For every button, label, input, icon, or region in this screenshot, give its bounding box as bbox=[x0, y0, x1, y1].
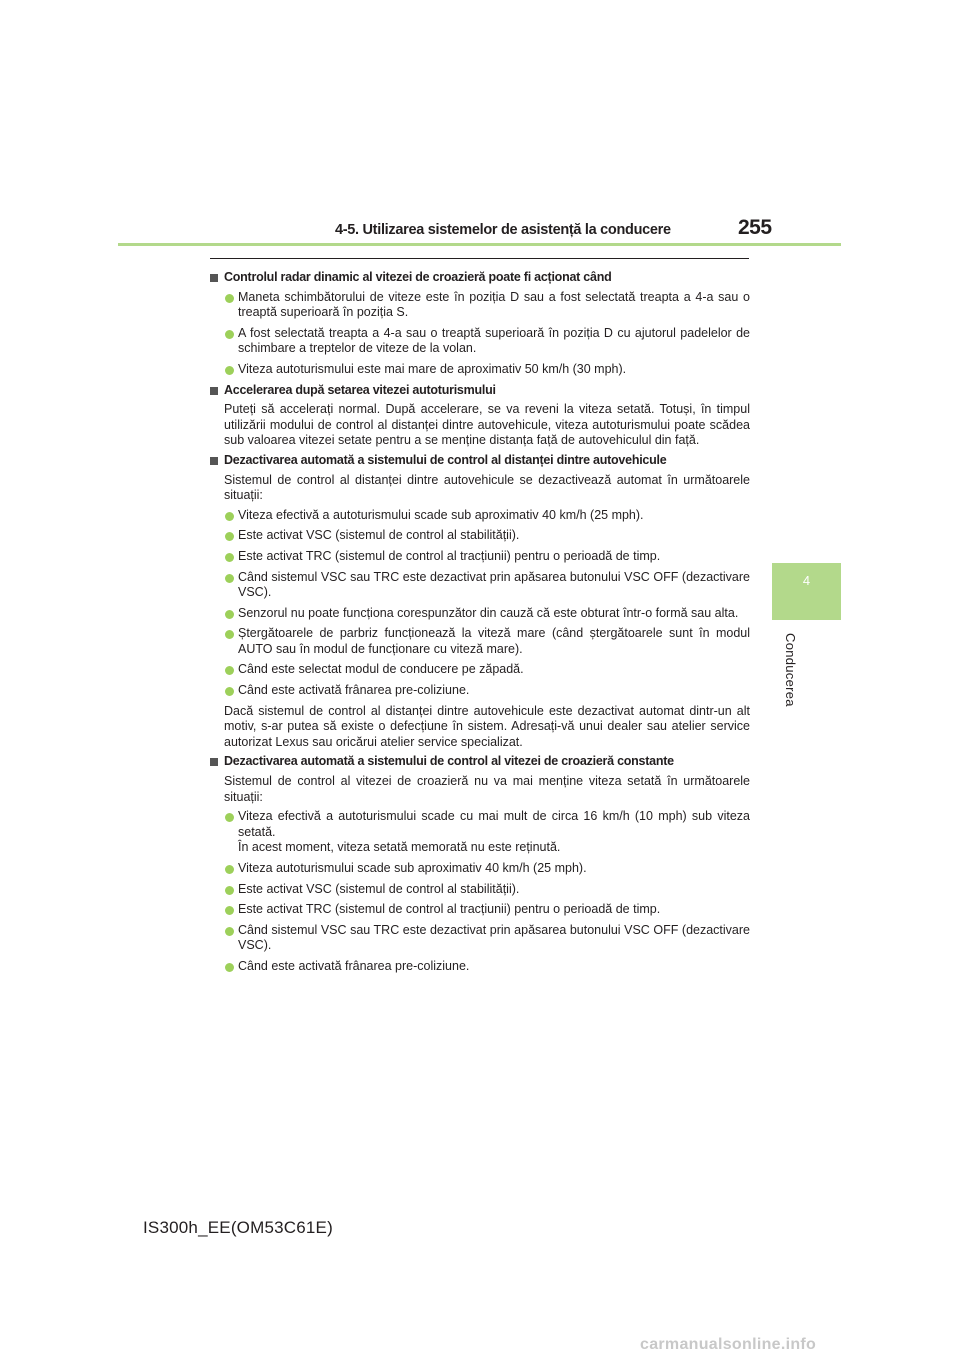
green-dot-icon bbox=[225, 366, 234, 375]
section-heading-text: Controlul radar dinamic al vitezei de croazieră poate fi acționat când bbox=[224, 270, 612, 284]
section-heading bbox=[210, 270, 750, 286]
green-dot-icon bbox=[225, 865, 234, 874]
bullet-text: Viteza autoturismului scade sub aproximativ 40 km/h (25 mph). bbox=[238, 861, 587, 875]
bullet-text: Este activat VSC (sistemul de control al stabilității). bbox=[238, 528, 520, 543]
content-top-rule bbox=[210, 258, 749, 259]
bullet-text: Viteza autoturismului este mai mare de aproximativ 50 km/h (30 mph). bbox=[238, 361, 627, 376]
document-code: IS300h_EE(OM53C61E) bbox=[143, 1218, 333, 1237]
bullet-item bbox=[210, 528, 750, 544]
green-dot-icon bbox=[225, 886, 234, 895]
bullet-item bbox=[210, 861, 750, 877]
section-paragraph: Dacă sistemul de control al distanței dintre autovehicule este dezactivat automat dintr-un alt motiv, s-ar putea să existe o defecțiune în sistem. Adresați-vă unui dealer sau atelier service autorizat Lexus sau oricărui atelier service specializat. bbox=[224, 703, 750, 749]
green-dot-icon bbox=[225, 927, 234, 936]
section-paragraph: Sistemul de control al vitezei de croazieră nu va mai menține viteza setată în următoarele situații: bbox=[224, 774, 750, 804]
bullet-text: Ștergătoarele de parbriz funcționează la viteză mare (când ștergătoarele sunt în modul AUTO sau în modul de funcționare cu viteză mare). bbox=[238, 626, 750, 656]
section-heading-text: Dezactivarea automată a sistemului de control al distanței dintre autovehicule bbox=[224, 452, 667, 467]
bullet-item bbox=[210, 508, 750, 524]
bullet-text: Când este selectat modul de conducere pe zăpadă. bbox=[238, 662, 524, 677]
bullet-item bbox=[210, 326, 750, 357]
page-number: 255 bbox=[738, 216, 772, 239]
section-heading bbox=[210, 453, 750, 469]
section-paragraph: Sistemul de control al distanței dintre autovehicule se dezactivează automat în următoarele situații: bbox=[224, 472, 750, 503]
green-dot-icon bbox=[225, 574, 234, 583]
square-bullet-icon bbox=[210, 387, 218, 395]
main-content bbox=[210, 270, 750, 980]
bullet-item bbox=[210, 882, 750, 898]
bullet-note: În acest moment, viteza setată memorată nu este reținută. bbox=[238, 840, 561, 855]
bullet-text: A fost selectată treapta a 4-a sau o treaptă superioară în poziția D cu ajutorul padelelor de schimbare a treptelor de viteze de la volan. bbox=[238, 325, 750, 356]
bullet-text: Viteza efectivă a autoturismului scade sub aproximativ 40 km/h (25 mph). bbox=[238, 507, 644, 522]
square-bullet-icon bbox=[210, 274, 218, 282]
green-dot-icon bbox=[225, 687, 234, 696]
bullet-item bbox=[210, 290, 750, 321]
green-dot-icon bbox=[225, 553, 234, 562]
green-dot-icon bbox=[225, 963, 234, 972]
bullet-text: Este activat TRC (sistemul de control al tracțiunii) pentru o perioadă de timp. bbox=[238, 548, 661, 563]
bullet-text: Este activat TRC (sistemul de control al tracțiunii) pentru o perioadă de timp. bbox=[238, 902, 661, 917]
header-section-title: 4-5. Utilizarea sistemelor de asistență la conducere bbox=[335, 222, 671, 238]
bullet-item bbox=[210, 362, 750, 378]
green-dot-icon bbox=[225, 512, 234, 521]
chapter-tab bbox=[772, 563, 841, 620]
chapter-label: Conducerea bbox=[783, 633, 798, 707]
bullet-text: Când sistemul VSC sau TRC este dezactivat prin apăsarea butonului VSC OFF (dezactivare VSC). bbox=[238, 922, 750, 953]
green-dot-icon bbox=[225, 813, 234, 822]
bullet-item bbox=[210, 549, 750, 565]
section-paragraph: Puteți să accelerați normal. După accelerare, se va reveni la viteza setată. Totuși, în timpul utilizării modului de control al distanței dintre autovehicule, viteza autoturismului poate scădea sub valoarea vitezei setate pentru a se menține distanța față de autovehiculul din față. bbox=[224, 402, 750, 448]
section-heading-text: Accelerarea după setarea vitezei autoturismului bbox=[224, 382, 496, 397]
bullet-item bbox=[210, 959, 750, 975]
green-dot-icon bbox=[225, 906, 234, 915]
square-bullet-icon bbox=[210, 457, 218, 465]
green-dot-icon bbox=[225, 532, 234, 541]
bullet-item bbox=[210, 626, 750, 657]
green-dot-icon bbox=[225, 294, 234, 303]
bullet-text: Senzorul nu poate funcționa corespunzător din cauză că este obturat într-o formă sau alta. bbox=[238, 605, 739, 620]
bullet-item bbox=[210, 570, 750, 601]
bullet-item bbox=[210, 809, 750, 856]
bullet-text: Când sistemul VSC sau TRC este dezactivat prin apăsarea butonului VSC OFF (dezactivare VSC). bbox=[238, 569, 750, 600]
bullet-text: Maneta schimbătorului de viteze este în poziția D sau a fost selectată treapta a 4-a sau o treaptă superioară în poziția S. bbox=[238, 289, 750, 320]
bullet-item bbox=[210, 683, 750, 699]
bullet-text: Când este activată frânarea pre-coliziune. bbox=[238, 683, 470, 698]
bullet-item bbox=[210, 606, 750, 622]
bullet-text: Când este activată frânarea pre-coliziune. bbox=[238, 958, 470, 973]
bullet-item bbox=[210, 902, 750, 918]
bullet-item bbox=[210, 923, 750, 954]
watermark: carmanualsonline.info bbox=[640, 1336, 817, 1353]
section-heading-text: Dezactivarea automată a sistemului de control al vitezei de croazieră constante bbox=[224, 754, 674, 769]
bullet-text: Este activat VSC (sistemul de control al stabilității). bbox=[238, 881, 520, 896]
section-heading bbox=[210, 383, 750, 399]
green-dot-icon bbox=[225, 330, 234, 339]
header-green-rule bbox=[118, 243, 841, 246]
green-dot-icon bbox=[225, 630, 234, 639]
green-dot-icon bbox=[225, 610, 234, 619]
green-dot-icon bbox=[225, 666, 234, 675]
chapter-number: 4 bbox=[802, 573, 811, 588]
square-bullet-icon bbox=[210, 758, 218, 766]
section-heading bbox=[210, 754, 750, 770]
bullet-item bbox=[210, 662, 750, 678]
bullet-text: Viteza efectivă a autoturismului scade cu mai mult de circa 16 km/h (10 mph) sub viteza setată. bbox=[238, 809, 750, 839]
